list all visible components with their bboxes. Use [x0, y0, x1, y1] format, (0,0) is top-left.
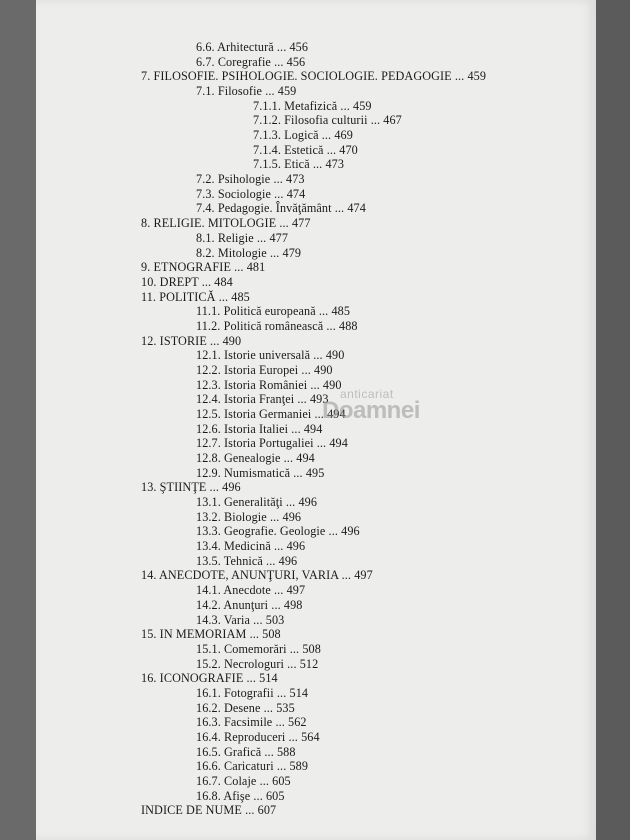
toc-section: 13.5. Tehnică ... 496 — [196, 553, 298, 568]
toc-section: 13.4. Medicină ... 496 — [196, 539, 306, 554]
toc-chapter: 10. DREPT ... 484 — [141, 274, 233, 289]
toc-section: 16.2. Desene ... 535 — [196, 700, 295, 715]
toc-subsection: 7.1.4. Estetică ... 470 — [253, 142, 358, 157]
toc-section: 7.3. Sociologie ... 474 — [196, 186, 306, 201]
toc-section: 13.1. Generalităţi ... 496 — [196, 495, 318, 510]
toc-section: 16.6. Caricaturi ... 589 — [196, 759, 309, 774]
toc-section: 16.1. Fotografii ... 514 — [196, 685, 309, 700]
photo-background-right — [596, 0, 630, 840]
toc-section: 6.7. Coregrafie ... 456 — [196, 54, 306, 69]
toc-section: 12.2. Istoria Europei ... 490 — [196, 362, 333, 377]
toc-chapter: 14. ANECDOTE, ANUNŢURI, VARIA ... 497 — [141, 568, 373, 583]
toc-chapter: 16. ICONOGRAFIE ... 514 — [141, 671, 278, 686]
toc-chapter: 12. ISTORIE ... 490 — [141, 333, 242, 348]
toc-section: 13.2. Biologie ... 496 — [196, 509, 302, 524]
toc-chapter: 13. ŞTIINŢE ... 496 — [141, 480, 241, 495]
watermark-line-2: Doamnei — [322, 397, 420, 424]
toc-subsection: 7.1.3. Logică ... 469 — [253, 128, 353, 143]
toc-chapter: 9. ETNOGRAFIE ... 481 — [141, 260, 266, 275]
watermark-line-1: anticariat — [340, 387, 394, 401]
toc-section: 15.2. Necrologuri ... 512 — [196, 656, 319, 671]
toc-section: 12.9. Numismatică ... 495 — [196, 465, 325, 480]
toc-section: 16.8. Afişe ... 605 — [196, 788, 285, 803]
toc-chapter: 15. IN MEMORIAM ... 508 — [141, 627, 281, 642]
toc-section: 12.1. Istorie universală ... 490 — [196, 348, 345, 363]
toc-section: 7.1. Filosofie ... 459 — [196, 84, 297, 99]
watermark — [322, 387, 420, 425]
toc-section: 13.3. Geografie. Geologie ... 496 — [196, 524, 360, 539]
toc-section: 12.5. Istoria Germaniei ... 494 — [196, 407, 346, 421]
toc-section: 7.4. Pedagogie. Învăţământ ... 474 — [196, 201, 366, 216]
toc-section: 16.5. Grafică ... 588 — [196, 744, 296, 759]
toc-chapter: 11. POLITICĂ ... 485 — [141, 289, 250, 304]
toc-section: 8.2. Mitologie ... 479 — [196, 245, 302, 260]
toc-subsection: 7.1.1. Metafizică ... 459 — [253, 98, 372, 113]
toc-section: 16.4. Reproduceri ... 564 — [196, 729, 320, 744]
toc-section: 8.1. Religie ... 477 — [196, 230, 289, 245]
toc-section: 14.2. Anunţuri ... 498 — [196, 597, 303, 612]
toc-section: 7.2. Psihologie ... 473 — [196, 172, 305, 187]
book-page — [36, 0, 596, 840]
toc-section: 6.6. Arhitectură ... 456 — [196, 40, 309, 54]
toc-section: 14.3. Varia ... 503 — [196, 612, 285, 627]
toc-section: 11.1. Politică europeană ... 485 — [196, 304, 351, 319]
toc-section: 12.7. Istoria Portugaliei ... 494 — [196, 436, 348, 451]
toc-section: 12.4. Istoria Franţei ... 493 — [196, 392, 329, 407]
toc-subsection: 7.1.5. Etică ... 473 — [253, 157, 345, 172]
toc-section: 16.3. Facsimile ... 562 — [196, 715, 307, 730]
toc-section: 12.6. Istoria Italiei ... 494 — [196, 421, 323, 436]
toc-section: 12.8. Genealogie ... 494 — [196, 451, 315, 466]
photo-background-left — [0, 0, 36, 840]
toc-chapter: 8. RELIGIE. MITOLOGIE ... 477 — [141, 216, 311, 231]
toc-section: 12.3. Istoria României ... 490 — [196, 377, 342, 392]
toc-chapter: 7. FILOSOFIE. PSIHOLOGIE. SOCIOLOGIE. PEDAGOGIE ... 459 — [141, 69, 487, 84]
toc-chapter: INDICE DE NUME ... 607 — [141, 803, 277, 818]
toc-subsection: 7.1.2. Filosofia culturii ... 467 — [253, 113, 402, 128]
toc-section: 11.2. Politică românească ... 488 — [196, 318, 358, 333]
toc-section: 16.7. Colaje ... 605 — [196, 774, 291, 788]
toc-section: 14.1. Anecdote ... 497 — [196, 583, 306, 598]
toc-section: 15.1. Comemorări ... 508 — [196, 641, 321, 656]
